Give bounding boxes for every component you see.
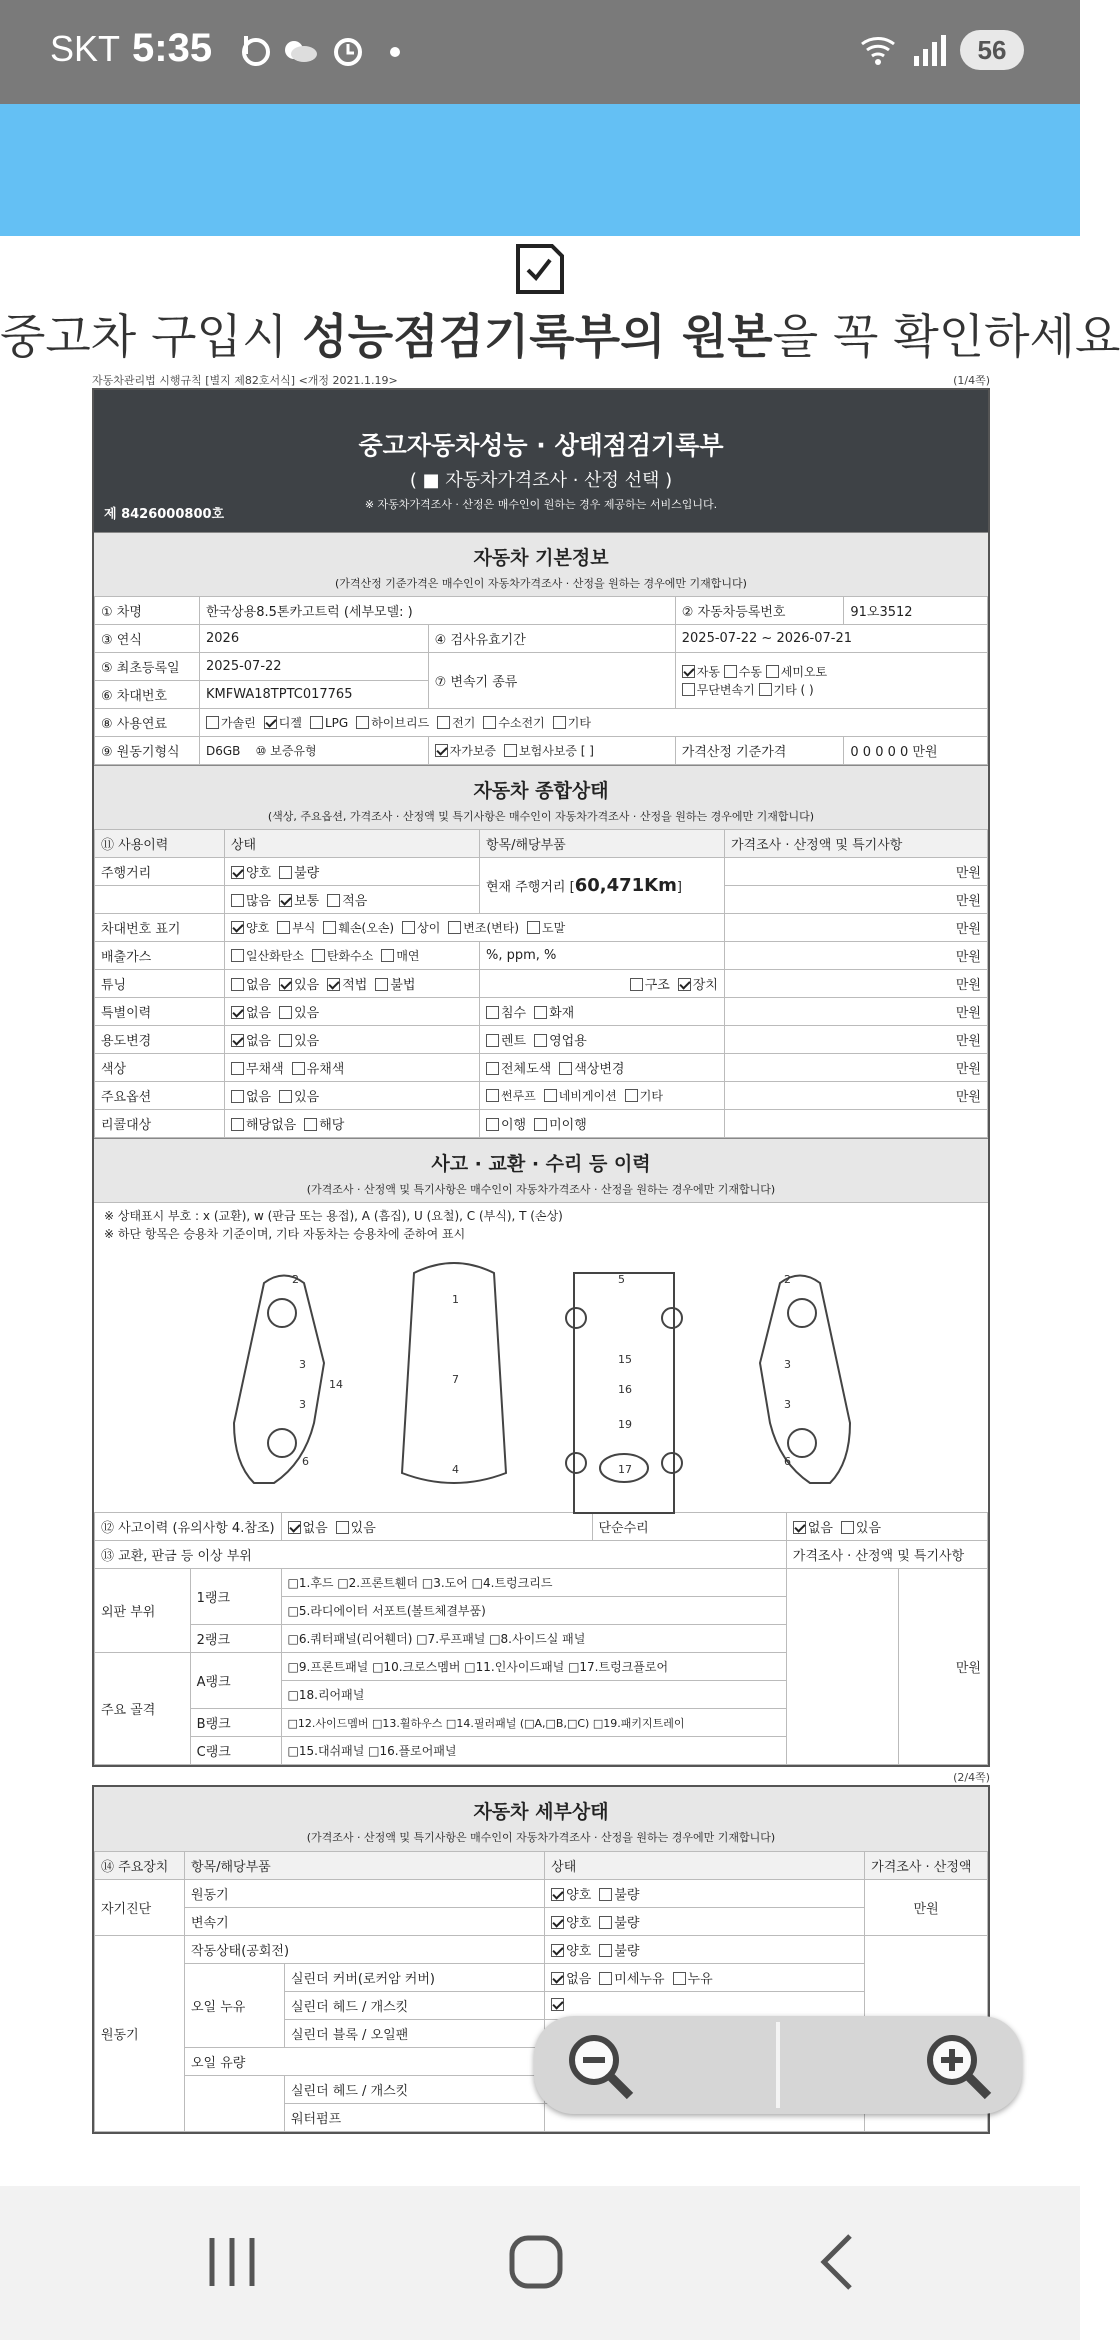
section-detail: 자동차 세부상태 (가격조사 · 산정액 및 특기사항은 매수인이 자동차가격조사 · 산정을 원하는 경우에만 기재합니다) xyxy=(94,1787,988,1851)
checklist-icon xyxy=(514,240,568,298)
doc-subtitle: ( ■ 자동차가격조사 · 산정 선택 ) xyxy=(409,470,673,491)
home-icon[interactable] xyxy=(504,2230,568,2294)
car-diagram-icon xyxy=(94,1203,988,1513)
svg-text:15: 15 xyxy=(618,1353,632,1366)
doc-subnote: ※ 자동차가격조사 · 산정은 매수인이 원하는 경우 제공하는 서비스입니다. xyxy=(364,498,718,511)
svg-text:6: 6 xyxy=(784,1455,791,1468)
car-diagram xyxy=(94,1202,988,1512)
zoom-divider xyxy=(776,2022,780,2108)
sheet-header xyxy=(94,390,988,532)
svg-text:2: 2 xyxy=(292,1273,299,1286)
svg-text:7: 7 xyxy=(452,1373,459,1386)
battery-indicator: 56 xyxy=(960,30,1024,70)
svg-text:3: 3 xyxy=(299,1358,306,1371)
back-icon[interactable] xyxy=(808,2230,872,2294)
doc-title: 중고자동차성능 · 상태점검기록부 xyxy=(358,431,724,460)
b-app-icon xyxy=(236,30,276,70)
doc-number: 제 8426000800호 xyxy=(104,507,225,522)
inspection-document xyxy=(92,372,990,2134)
legend-note: ※ 하단 항목은 승용차 기준이며, 기타 자동차는 승용차에 준하여 표시 xyxy=(104,1227,466,1241)
ad-banner[interactable] xyxy=(0,104,1080,236)
sheet-page-1 xyxy=(92,388,990,1767)
signal-icon xyxy=(910,30,950,70)
svg-text:3: 3 xyxy=(299,1398,306,1411)
status-bar xyxy=(0,0,1080,104)
svg-text:16: 16 xyxy=(618,1383,632,1396)
overall-table: ⑪ 사용이력 상태 항목/해당부품 가격조사 · 산정액 및 특기사항 주행거리 양호 불량 현재 주행거리 [60,471Km] 만원 많음 보통 적음 만원 차대번호 표기 양호 부식 훼손(오손) 상이 변조(변타) 도말 만원 배출가스 일산화탄소 탄화수소 매연 %, ppm, % 만원 튜닝 없음 있음 적법 불법 구조 장치 만원 특별이력 없음 있음 침수 화재 만원 용도변경 없음 있음 렌트 영업용 만원 색상 무채색 유채색 전체도색 색상변경 만원 주요옵션 없음 있음 썬루프 네비게이션 기타 만원 리콜대상 해당없음 해당 이행 미이행 xyxy=(94,829,988,1138)
svg-text:1: 1 xyxy=(452,1293,459,1306)
svg-text:19: 19 xyxy=(618,1418,632,1431)
svg-text:3: 3 xyxy=(784,1398,791,1411)
zoom-controls xyxy=(534,2016,1022,2114)
wifi-icon xyxy=(860,30,900,70)
section-accident: 사고 · 교환 · 수리 등 이력 (가격조사 · 산정액 및 특기사항은 매수인이 자동차가격조사 · 산정을 원하는 경우에만 기재합니다) xyxy=(94,1138,988,1202)
section-basic-info: 자동차 기본정보 (가격산정 기준가격은 매수인이 자동차가격조사 · 산정을 원하는 경우에만 기재합니다) xyxy=(94,532,988,596)
svg-text:14: 14 xyxy=(329,1378,343,1391)
svg-text:6: 6 xyxy=(302,1455,309,1468)
detail-table: ⑭ 주요장치 항목/해당부품 상태 가격조사 · 산정액 자기진단 원동기 양호 불량 만원 변속기 양호 불량 원동기 작동상태(공회전) 양호 불량 오일 누유 실린더 커버(로커암 커버) 없음 미세누유 누유 실린더 헤드 / 개스킷 실린더 블록 / 오일팬 오일 유량 실린더 헤드 / 개스킷 워터펌프 xyxy=(94,1851,988,2132)
alarm-icon xyxy=(328,30,368,70)
svg-text:17: 17 xyxy=(618,1463,632,1476)
clock: 5:35 xyxy=(132,26,213,70)
svg-text:2: 2 xyxy=(784,1273,791,1286)
svg-text:4: 4 xyxy=(452,1463,459,1476)
zoom-out-icon[interactable] xyxy=(564,2030,636,2102)
section-overall: 자동차 종합상태 (색상, 주요옵션, 가격조사 · 산정액 및 특기사항은 매수인이 자동차가격조사 · 산정을 원하는 경우에만 기재합니다) xyxy=(94,765,988,829)
headline: 중고차 구입시 성능점검기록부의 원본을 꼭 확인하세요 xyxy=(0,310,1120,365)
svg-text:3: 3 xyxy=(784,1358,791,1371)
basic-info-table: ① 차명 한국상용8.5톤카고트럭 (세부모델: ) ② 자동차등록번호 91오3512 ③ 연식 2026 ④ 검사유효기간 2025-07-22 ~ 2026-07-21 ⑤ 최초등록일 2025-07-22 ⑦ 변속기 종류 자동 수동 세미오토 무단변속기 기타 ( ) ⑥ 차대번호 KMFWA18TPTC017765 ⑧ 사용연료 가솔린 디젤 LPG 하이브리드 전기 수소전기 기타 ⑨ 원동기형식 D6GB ⑩ 보증유형 자가보증 보험사보증 [ ] 가격산정 기준가격 0 0 0 0 0 만원 xyxy=(94,596,988,765)
weather-icon xyxy=(280,30,320,70)
accident-table: ⑫ 사고이력 (유의사항 4.참조) 없음 있음 단순수리 없음 있음 ⑬ 교환, 판금 등 이상 부위 가격조사 · 산정액 및 특기사항 외판 부위 1랭크 □1.후드 □2.프론트휀더 □3.도어 □4.트렁크리드 만원 □5.라디에이터 서포트(볼트체결부품) 2랭크 □6.쿼터패널(리어휀더) □7.루프패널 □8.사이드실 패널 주요 골격 A랭크 □9.프론트패널 □10.크로스멤버 □11.인사이드패널 □17.트렁크플로어 □18.리어패널 B랭크 □12.사이드멤버 □13.휠하우스 □14.필러패널 (□A,□B,□C) □19.패키지트레이 C랭크 □15.대쉬패널 □16.플로어패널 xyxy=(94,1512,988,1765)
zoom-in-icon[interactable] xyxy=(922,2030,994,2102)
legend-symbols: ※ 상태표시 부호 : x (교환), w (판금 또는 용접), A (흠집), U (요철), C (부식), T (손상) xyxy=(104,1209,563,1223)
notification-dot-icon xyxy=(388,30,402,70)
regulation-text: 자동차관리법 시행규칙 [별지 제82호서식] <개정 2021.1.19> xyxy=(92,374,398,387)
page-indicator: (1/4쪽) xyxy=(953,374,990,387)
page-indicator-2: (2/4쪽) xyxy=(953,1771,990,1784)
carrier: SKT xyxy=(50,28,121,69)
recent-apps-icon[interactable] xyxy=(200,2230,264,2294)
svg-text:5: 5 xyxy=(618,1273,625,1286)
